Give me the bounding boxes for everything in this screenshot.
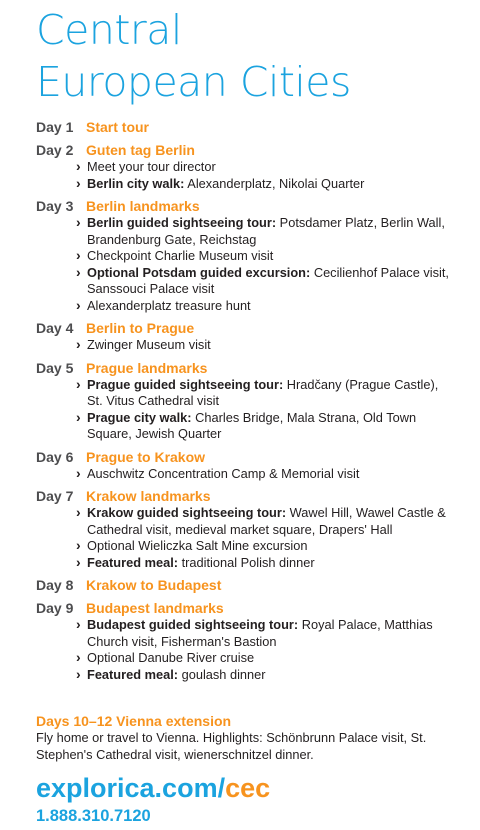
day-section (36, 319, 456, 354)
day-title: Prague landmarks (86, 359, 208, 376)
activity-item (87, 466, 456, 483)
activity-text: Optional Danube River cruise (87, 650, 255, 665)
day-section (36, 359, 456, 443)
activity-highlight: Berlin guided sightseeing tour: (87, 215, 277, 230)
activity-text: Charles Bridge, Mala Strana, Old Town Square, Jewish Quarter (87, 409, 417, 441)
day-label: Day 2 (36, 142, 74, 158)
day-activity-list (36, 505, 456, 571)
day-activity-list (36, 617, 456, 683)
activity-text: Royal Palace, Matthias Church visit, Fisherman's Bastion (87, 617, 433, 649)
activity-highlight: Prague city walk: (87, 409, 192, 425)
day-header (36, 576, 456, 594)
activity-text: Meet your tour director (87, 159, 216, 174)
activity-text: goulash dinner (178, 666, 266, 682)
activity-text: Potsdamer Platz, Berlin Wall, Brandenburg Gate, Reichstag (87, 215, 445, 247)
day-title: Start tour (86, 119, 149, 135)
activity-item (87, 667, 456, 684)
url-domain: explorica.com/ (36, 773, 226, 803)
activity-text: Cecilienhof Palace visit, Sanssouci Palace visit (87, 264, 449, 296)
day-header (36, 599, 456, 617)
activity-highlight: Krakow guided sightseeing tour: (87, 505, 287, 520)
day-title: Berlin to Prague (86, 320, 195, 336)
day-header (36, 118, 456, 136)
day-section (36, 576, 456, 594)
activity-item (87, 176, 456, 193)
day-section (36, 141, 456, 192)
activity-item (87, 505, 456, 538)
page-title (36, 4, 351, 108)
activity-item (87, 265, 456, 298)
activity-item (87, 410, 456, 443)
url-path: cec (225, 773, 271, 803)
day-header (36, 487, 456, 505)
day-label: Day 9 (36, 600, 74, 616)
day-title: Krakow to Budapest (86, 577, 222, 593)
day-label: Day 5 (36, 359, 74, 376)
activity-item (87, 650, 456, 667)
website-link[interactable] (36, 772, 270, 804)
day-title: Budapest landmarks (86, 600, 224, 616)
day-section (36, 487, 456, 571)
activity-item (87, 215, 456, 248)
activity-highlight: Budapest guided sightseeing tour: (87, 617, 299, 632)
day-title: Krakow landmarks (86, 488, 211, 504)
activity-text: Alexanderplatz, Nikolai Quarter (184, 175, 365, 191)
activity-item (87, 538, 456, 555)
activity-highlight: Prague guided sightseeing tour: (87, 376, 284, 392)
day-activity-list (36, 215, 456, 314)
day-label: Day 8 (36, 577, 74, 593)
day-label: Day 1 (36, 119, 74, 135)
activity-text: Wawel Hill, Wawel Castle & Cathedral visit, medieval market square, Drapers' Hall (87, 505, 446, 537)
day-header (36, 448, 456, 466)
vienna-extension (36, 712, 456, 763)
activity-text: Alexanderplatz treasure hunt (87, 297, 251, 313)
activity-item (87, 617, 456, 650)
activity-text: Hradčany (Prague Castle), St. Vitus Cathedral visit (87, 376, 439, 408)
day-header (36, 319, 456, 337)
day-activity-list (36, 337, 456, 354)
phone-number[interactable]: 1.888.310.7120 (36, 807, 151, 825)
extension-title: Days 10–12 Vienna extension (36, 713, 232, 729)
day-label: Day 6 (36, 448, 74, 465)
day-label: Day 7 (36, 488, 74, 504)
itinerary (36, 118, 456, 683)
day-header (36, 197, 456, 215)
activity-item (87, 555, 456, 572)
activity-highlight: Featured meal: (87, 554, 179, 570)
day-label: Day 3 (36, 198, 74, 214)
day-section (36, 599, 456, 683)
activity-highlight: Berlin city walk: (87, 175, 185, 191)
day-title: Guten tag Berlin (86, 142, 195, 158)
activity-text: Optional Wieliczka Salt Mine excursion (87, 538, 308, 553)
activity-text: Checkpoint Charlie Museum visit (87, 248, 274, 263)
day-title: Prague to Krakow (86, 448, 206, 465)
activity-text: Auschwitz Concentration Camp & Memorial visit (87, 465, 360, 481)
activity-item (87, 337, 456, 354)
activity-item (87, 298, 456, 315)
day-header (36, 141, 456, 159)
day-header (36, 359, 456, 377)
day-section (36, 448, 456, 483)
day-section (36, 197, 456, 314)
extension-body: Fly home or travel to Vienna. Highlights: Schönbrunn Palace visit, St. Stephen's Cathedral visit, wienerschnitzel dinner. (36, 730, 427, 762)
day-activity-list (36, 377, 456, 443)
activity-highlight: Optional Potsdam guided excursion: (87, 264, 311, 280)
activity-item (87, 248, 456, 265)
title-line-2: European Cities (36, 58, 351, 106)
day-label: Day 4 (36, 320, 74, 336)
day-section (36, 118, 456, 136)
day-activity-list (36, 159, 456, 192)
day-activity-list (36, 466, 456, 483)
activity-highlight: Featured meal: (87, 666, 179, 682)
activity-item (87, 159, 456, 176)
title-line-1: Central (36, 6, 182, 54)
activity-item (87, 377, 456, 410)
activity-text: Zwinger Museum visit (87, 337, 211, 352)
day-title: Berlin landmarks (86, 198, 200, 214)
activity-text: traditional Polish dinner (178, 554, 315, 570)
